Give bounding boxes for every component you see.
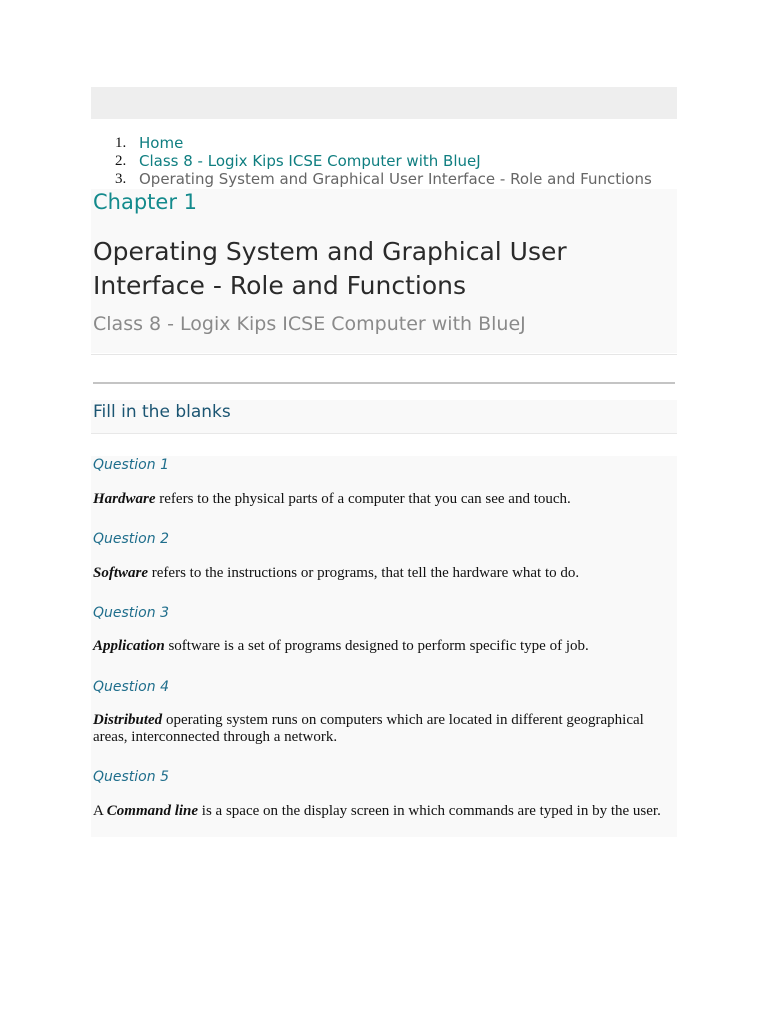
divider xyxy=(93,382,675,384)
answer-rest: software is a set of programs designed to perform specific type of job. xyxy=(164,638,589,654)
header-bar xyxy=(91,87,677,119)
question-label: Question 2 xyxy=(93,531,169,547)
answer-rest: operating system runs on computers which are located in different geographical areas, interconnected through a network. xyxy=(93,712,644,745)
answer-term: Command line xyxy=(106,803,199,819)
section-heading: Fill in the blanks xyxy=(93,402,231,422)
question-label: Question 4 xyxy=(93,679,169,695)
breadcrumb-item-class xyxy=(91,152,691,170)
answer-rest: refers to the physical parts of a computer that you can see and touch. xyxy=(155,491,571,507)
answer-rest: refers to the instructions or programs, that tell the hardware what to do. xyxy=(148,565,580,581)
answer-text xyxy=(93,638,673,655)
answer-prefix: A xyxy=(93,803,107,819)
answer-term: Software xyxy=(93,565,149,581)
answer-term: Distributed xyxy=(93,712,163,728)
breadcrumb-current-page: Operating System and Graphical User Interface - Role and Functions xyxy=(139,170,652,188)
breadcrumb-link-class[interactable]: Class 8 - Logix Kips ICSE Computer with BlueJ xyxy=(139,152,481,170)
answer-term: Application xyxy=(93,638,165,654)
breadcrumb-number: 2. xyxy=(115,153,127,169)
page-title: Operating System and Graphical User Interface - Role and Functions xyxy=(93,237,567,300)
chapter-label: Chapter 1 xyxy=(93,190,197,214)
question-label: Question 5 xyxy=(93,769,169,785)
breadcrumb-link-home[interactable]: Home xyxy=(139,134,184,152)
section-heading-box xyxy=(91,400,677,434)
chapter-header xyxy=(91,189,677,353)
question-label: Question 3 xyxy=(93,605,169,621)
answer-text xyxy=(93,803,673,820)
breadcrumb xyxy=(91,134,691,188)
breadcrumb-item-current xyxy=(91,170,691,188)
answer-rest: is a space on the display screen in which commands are typed in by the user. xyxy=(198,803,661,819)
breadcrumb-number: 1. xyxy=(115,135,127,151)
answer-text xyxy=(93,491,673,508)
questions-block xyxy=(91,456,677,837)
breadcrumb-number: 3. xyxy=(115,171,127,187)
breadcrumb-item-home xyxy=(91,134,691,152)
answer-text xyxy=(93,712,673,746)
divider xyxy=(91,354,677,355)
question-label: Question 1 xyxy=(93,457,169,473)
chapter-subtitle: Class 8 - Logix Kips ICSE Computer with BlueJ xyxy=(93,313,526,335)
answer-term: Hardware xyxy=(93,491,156,507)
answer-text xyxy=(93,565,673,582)
